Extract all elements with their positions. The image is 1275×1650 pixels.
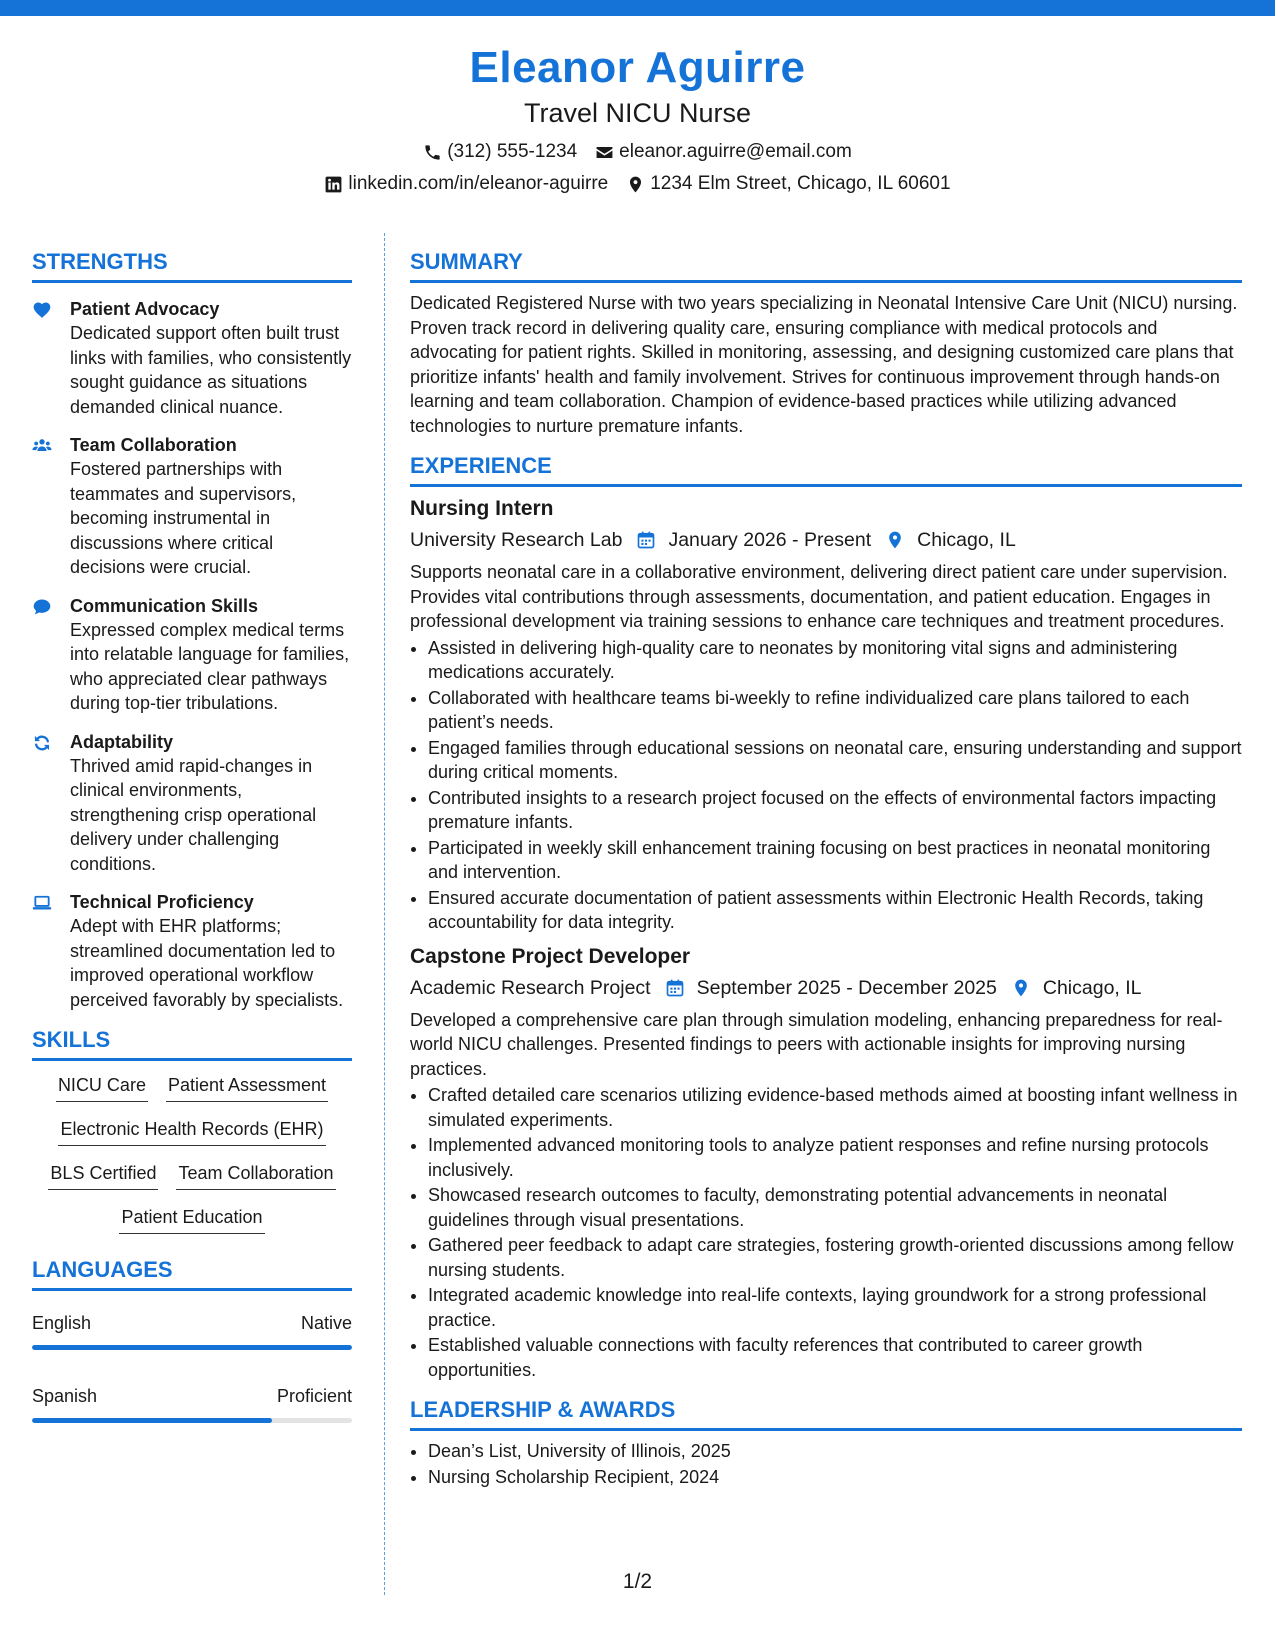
resume-header xyxy=(0,40,1275,196)
language-level: Native xyxy=(300,1313,352,1333)
job-description: Developed a comprehensive care plan through simulation modeling, enhancing preparedness for real-world NICU challenges. Presented findings to peers with actionable insights for improving nursing practices. xyxy=(410,1009,1223,1079)
strength-title: Team Collaboration xyxy=(70,435,237,455)
skill-chip: Electronic Health Records (EHR) xyxy=(58,1117,325,1146)
section-rule xyxy=(32,280,352,283)
strength-title: Patient Advocacy xyxy=(70,299,220,319)
language-name: Spanish xyxy=(32,1386,98,1406)
skills-section xyxy=(32,1026,352,1234)
strength-desc: Adept with EHR platforms; streamlined documentation led to improved operational workflow perceived favorably by specialists. xyxy=(70,916,344,1010)
strength-item xyxy=(32,594,352,716)
location-pin-icon xyxy=(997,978,1043,998)
contact-address xyxy=(626,172,950,196)
strength-desc: Dedicated support often built trust links with families, who consistently sought guidance as situations demanded clinical nuance. xyxy=(70,323,352,417)
strengths-section xyxy=(32,248,352,1012)
strength-title: Adaptability xyxy=(70,731,174,752)
strength-desc: Fostered partnerships with teammates and supervisors, becoming instrumental in discussions where critical decisions were crucial. xyxy=(70,459,297,577)
users-icon xyxy=(32,433,70,580)
skill-row xyxy=(32,1205,352,1234)
section-title-strengths: STRENGTHS xyxy=(32,249,168,274)
summary-section xyxy=(410,248,1242,438)
awards-list xyxy=(410,1439,1242,1489)
section-title-awards: LEADERSHIP & AWARDS xyxy=(410,1397,676,1422)
location-pin-icon xyxy=(871,530,917,550)
section-rule xyxy=(410,1428,1242,1431)
strength-desc: Expressed complex medical terms into relatable language for families, who appreciated clear pathways during top-tier tribulations. xyxy=(70,619,350,713)
language-proficiency-fill xyxy=(32,1345,352,1350)
job-bullets xyxy=(410,1083,1242,1382)
languages-section xyxy=(32,1256,352,1423)
list-item: • Assisted in delivering high-quality care to neonates by monitoring vital signs and administering medications accurately. xyxy=(428,636,1242,685)
contact-row-2 xyxy=(0,172,1275,196)
language-row xyxy=(32,1384,352,1408)
language-level: Proficient xyxy=(276,1386,352,1406)
skill-row xyxy=(32,1161,352,1190)
section-rule xyxy=(410,280,1242,283)
skill-row xyxy=(32,1073,352,1102)
calendar-icon xyxy=(651,978,697,998)
section-rule xyxy=(410,484,1242,487)
list-item: • Showcased research outcomes to faculty, demonstrating potential advancements in neonatal guidelines through visual presentations. xyxy=(428,1183,1242,1232)
location-pin-icon xyxy=(626,175,645,194)
calendar-icon xyxy=(622,530,668,550)
strength-item xyxy=(32,297,352,419)
left-column xyxy=(32,248,352,1457)
list-item: • Established valuable connections with faculty references that contributed to career growth opportunities. xyxy=(428,1333,1242,1382)
list-item: • Ensured accurate documentation of patient assessments within Electronic Health Records, taking accountability for data integrity. xyxy=(428,886,1242,935)
skill-chip: Team Collaboration xyxy=(176,1161,335,1190)
candidate-name: Eleanor Aguirre xyxy=(469,43,806,92)
top-accent-bar xyxy=(0,0,1275,16)
linkedin-icon xyxy=(324,175,343,194)
section-title-experience: EXPERIENCE xyxy=(410,453,552,478)
candidate-title: Travel NICU Nurse xyxy=(523,98,752,128)
list-item: • Integrated academic knowledge into real-life contexts, laying groundwork for a strong professional practice. xyxy=(428,1283,1242,1332)
section-rule xyxy=(32,1058,352,1061)
strength-item xyxy=(32,890,352,1012)
list-item: • Crafted detailed care scenarios utilizing evidence-based methods aimed at boosting infant wellness in simulated experiments. xyxy=(428,1083,1242,1132)
job-org: University Research Lab xyxy=(410,529,623,551)
page-number: 1/2 xyxy=(622,1570,653,1593)
job-title: Capstone Project Developer xyxy=(410,944,691,968)
language-row xyxy=(32,1311,352,1335)
comment-icon xyxy=(32,594,70,716)
summary-text: Dedicated Registered Nurse with two years specializing in Neonatal Intensive Care Unit (NICU) nursing. Proven track record in delivering quality care, ensuring compliance with medical protocols and advocating for patient rights. Skilled in monitoring, assessing, and designing customized care plans that prioritize infants' health and family involvement. Strives for continuous improvement through hands-on learning and team collaboration. Champion of evidence-based practices while utilizing advanced technologies to nurture premature infants. xyxy=(410,293,1238,436)
list-item: • Collaborated with healthcare teams bi-weekly to refine individualized care plans tailored to each patient’s needs. xyxy=(428,686,1242,735)
right-column xyxy=(410,248,1242,1490)
job-meta xyxy=(410,974,1242,1002)
contact-email[interactable] xyxy=(595,140,852,164)
experience-section xyxy=(410,452,1242,1382)
linkedin-text: linkedin.com/in/eleanor-aguirre xyxy=(348,173,609,194)
envelope-icon xyxy=(595,143,614,162)
job-dates: September 2025 - December 2025 xyxy=(696,976,997,999)
list-item: • Nursing Scholarship Recipient, 2024 xyxy=(428,1465,1242,1490)
job-bullets xyxy=(410,636,1242,935)
address-text: 1234 Elm Street, Chicago, IL 60601 xyxy=(650,173,951,194)
list-item: • Gathered peer feedback to adapt care strategies, fostering growth-oriented discussions among fellow nursing students. xyxy=(428,1233,1242,1282)
language-proficiency-bar xyxy=(32,1345,352,1350)
contact-row xyxy=(0,140,1275,164)
section-title-skills: SKILLS xyxy=(32,1027,111,1052)
job-location: Chicago, IL xyxy=(1042,976,1142,999)
column-divider xyxy=(384,233,385,1595)
contact-linkedin[interactable] xyxy=(324,172,608,196)
phone-text: (312) 555-1234 xyxy=(447,141,578,162)
job-title: Nursing Intern xyxy=(410,497,554,520)
job-dates: January 2026 - Present xyxy=(668,529,872,551)
language-proficiency-bar xyxy=(32,1418,352,1423)
job-location: Chicago, IL xyxy=(917,529,1016,551)
section-title-summary: SUMMARY xyxy=(410,249,523,274)
section-title-languages: LANGUAGES xyxy=(32,1257,173,1282)
list-item: • Dean’s List, University of Illinois, 2025 xyxy=(428,1439,1242,1464)
strength-item xyxy=(32,730,352,877)
skill-row xyxy=(32,1117,352,1146)
job-org: Academic Research Project xyxy=(410,976,651,999)
list-item: • Participated in weekly skill enhancement training focusing on best practices in neonatal monitoring and intervention. xyxy=(428,836,1242,885)
skill-chip: Patient Assessment xyxy=(166,1073,328,1102)
phone-icon xyxy=(423,143,442,162)
strength-item xyxy=(32,433,352,580)
job-meta xyxy=(410,526,1242,554)
skill-chip: NICU Care xyxy=(56,1073,148,1102)
awards-section xyxy=(410,1396,1242,1489)
strength-title: Technical Proficiency xyxy=(70,892,254,912)
laptop-icon xyxy=(32,890,70,1012)
language-proficiency-fill xyxy=(32,1418,272,1423)
strength-desc: Thrived amid rapid-changes in clinical environments, strengthening crisp operational delivery under challenging conditions. xyxy=(70,755,317,874)
strength-title: Communication Skills xyxy=(70,595,259,616)
section-rule xyxy=(32,1288,352,1291)
sync-icon xyxy=(32,730,70,877)
skill-chip: BLS Certified xyxy=(48,1161,158,1190)
contact-phone xyxy=(423,140,577,164)
list-item: • Engaged families through educational sessions on neonatal care, ensuring understanding and support during critical moments. xyxy=(428,736,1242,785)
list-item: • Implemented advanced monitoring tools to analyze patient responses and refine nursing protocols inclusively. xyxy=(428,1133,1242,1182)
skill-chip: Patient Education xyxy=(119,1205,264,1234)
heart-icon xyxy=(32,297,70,419)
job-entry xyxy=(410,943,1242,1383)
job-description: Supports neonatal care in a collaborative environment, delivering direct patient care under supervision. Provides vital contributions through assessments, documentation, and patient education. Engages in professional development via training sessions to enhance care techniques and treatment procedures. xyxy=(410,562,1228,631)
list-item: • Contributed insights to a research project focused on the effects of environmental factors impacting premature infants. xyxy=(428,786,1242,835)
language-name: English xyxy=(32,1313,92,1333)
job-entry xyxy=(410,495,1242,935)
email-text: eleanor.aguirre@email.com xyxy=(619,141,852,162)
